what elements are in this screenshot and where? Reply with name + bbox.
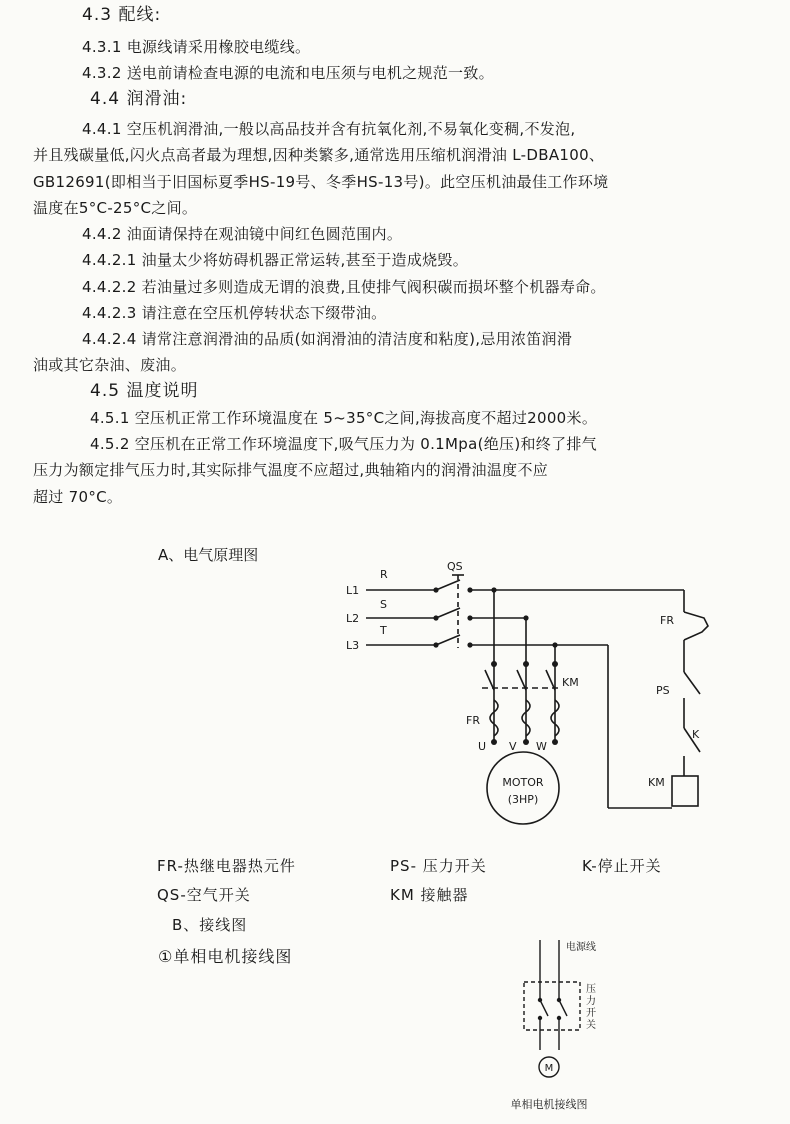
label-t: T: [380, 624, 387, 637]
label-km: KM: [562, 676, 579, 689]
item-4-5-2-line3: 超过 70°C。: [33, 488, 123, 506]
item-4-4-2-4-line2: 油或其它杂油、废油。: [33, 356, 187, 374]
item-4-4-2-2: 4.4.2.2 若油量过多则造成无谓的浪费,且使排气阀积碳而损坏整个机器寿命。: [82, 278, 606, 296]
section-b-title: B、接线图: [172, 916, 248, 934]
legend-k: K-停止开关: [582, 857, 662, 875]
label-ps: PS: [656, 684, 670, 697]
legend-km: KM 接触器: [390, 886, 469, 904]
label-w: W: [536, 740, 547, 753]
item-4-5-1: 4.5.1 空压机正常工作环境温度在 5~35°C之间,海拔高度不超过2000米。: [90, 409, 598, 427]
item-4-3-2: 4.3.2 送电前请检查电源的电流和电压须与电机之规范一致。: [82, 64, 494, 82]
legend-qs: QS-空气开关: [157, 886, 251, 904]
legend-ps: PS- 压力开关: [390, 857, 487, 875]
label-l2: L2: [346, 612, 360, 625]
label-fr-contact: FR: [660, 614, 674, 627]
item-4-3-1: 4.3.1 电源线请采用橡胶电缆线。: [82, 38, 311, 56]
pressure-switch-char-4: 关: [586, 1020, 596, 1031]
label-u: U: [478, 740, 487, 753]
label-km-coil: KM: [648, 776, 665, 789]
item-4-5-2-line1: 4.5.2 空压机在正常工作环境温度下,吸气压力为 0.1Mpa(绝压)和终了排气: [90, 435, 597, 453]
section-4-3-heading: 4.3 配线:: [82, 5, 162, 25]
label-qs: QS: [447, 560, 463, 573]
section-b-subtitle: ①单相电机接线图: [158, 947, 293, 966]
item-4-4-2: 4.4.2 油面请保持在观油镜中间红色圆范围内。: [82, 225, 403, 243]
item-4-4-2-1: 4.4.2.1 油量太少将妨碍机器正常运转,甚至于造成烧毁。: [82, 251, 469, 269]
label-v: V: [509, 740, 517, 753]
label-l1: L1: [346, 584, 360, 597]
pressure-switch-char-1: 压: [586, 984, 596, 995]
label-r: R: [380, 568, 388, 581]
diagram-title: A、电气原理图: [158, 546, 259, 564]
label-k: K: [692, 728, 700, 741]
single-phase-caption: 单相电机接线图: [510, 1098, 588, 1111]
label-fr-heater: FR: [466, 714, 480, 727]
item-4-4-1-line4: 温度在5°C-25°C之间。: [33, 199, 198, 217]
item-4-4-2-4-line1: 4.4.2.4 请常注意润滑油的品质(如润滑油的清洁度和粘度),忌用浓笛润滑: [82, 330, 573, 348]
item-4-5-2-line2: 压力为额定排气压力时,其实际排气温度不应超过,典轴箱内的润滑油温度不应: [33, 461, 549, 479]
label-l3: L3: [346, 639, 360, 652]
item-4-4-2-3: 4.4.2.3 请注意在空压机停转状态下缀带油。: [82, 304, 387, 322]
item-4-4-1-line2: 并且残碳量低,闪火点高者最为理想,因种类繁多,通常选用压缩机润滑油 L-DBA100、: [33, 146, 605, 164]
motor-power: (3HP): [507, 793, 539, 806]
section-4-4-heading: 4.4 润滑油:: [90, 89, 188, 109]
item-4-4-1-line3: GB12691(即相当于旧国标夏季HS-19号、冬季HS-13号)。此空压机油最佳工作环境: [33, 173, 609, 191]
pressure-switch-char-3: 开: [586, 1008, 596, 1019]
motor-label: MOTOR: [502, 776, 544, 789]
section-4-5-heading: 4.5 温度说明: [90, 381, 199, 401]
pressure-switch-char-2: 力: [586, 996, 596, 1007]
label-s: S: [380, 598, 387, 611]
legend-fr: FR-热继电器热元件: [157, 857, 296, 875]
single-phase-motor-label: M: [544, 1063, 554, 1074]
power-line-label: 电源线: [566, 942, 596, 953]
item-4-4-1-line1: 4.4.1 空压机润滑油,一般以高品技并含有抗氧化剂,不易氧化变稠,不发泡,: [82, 120, 576, 138]
